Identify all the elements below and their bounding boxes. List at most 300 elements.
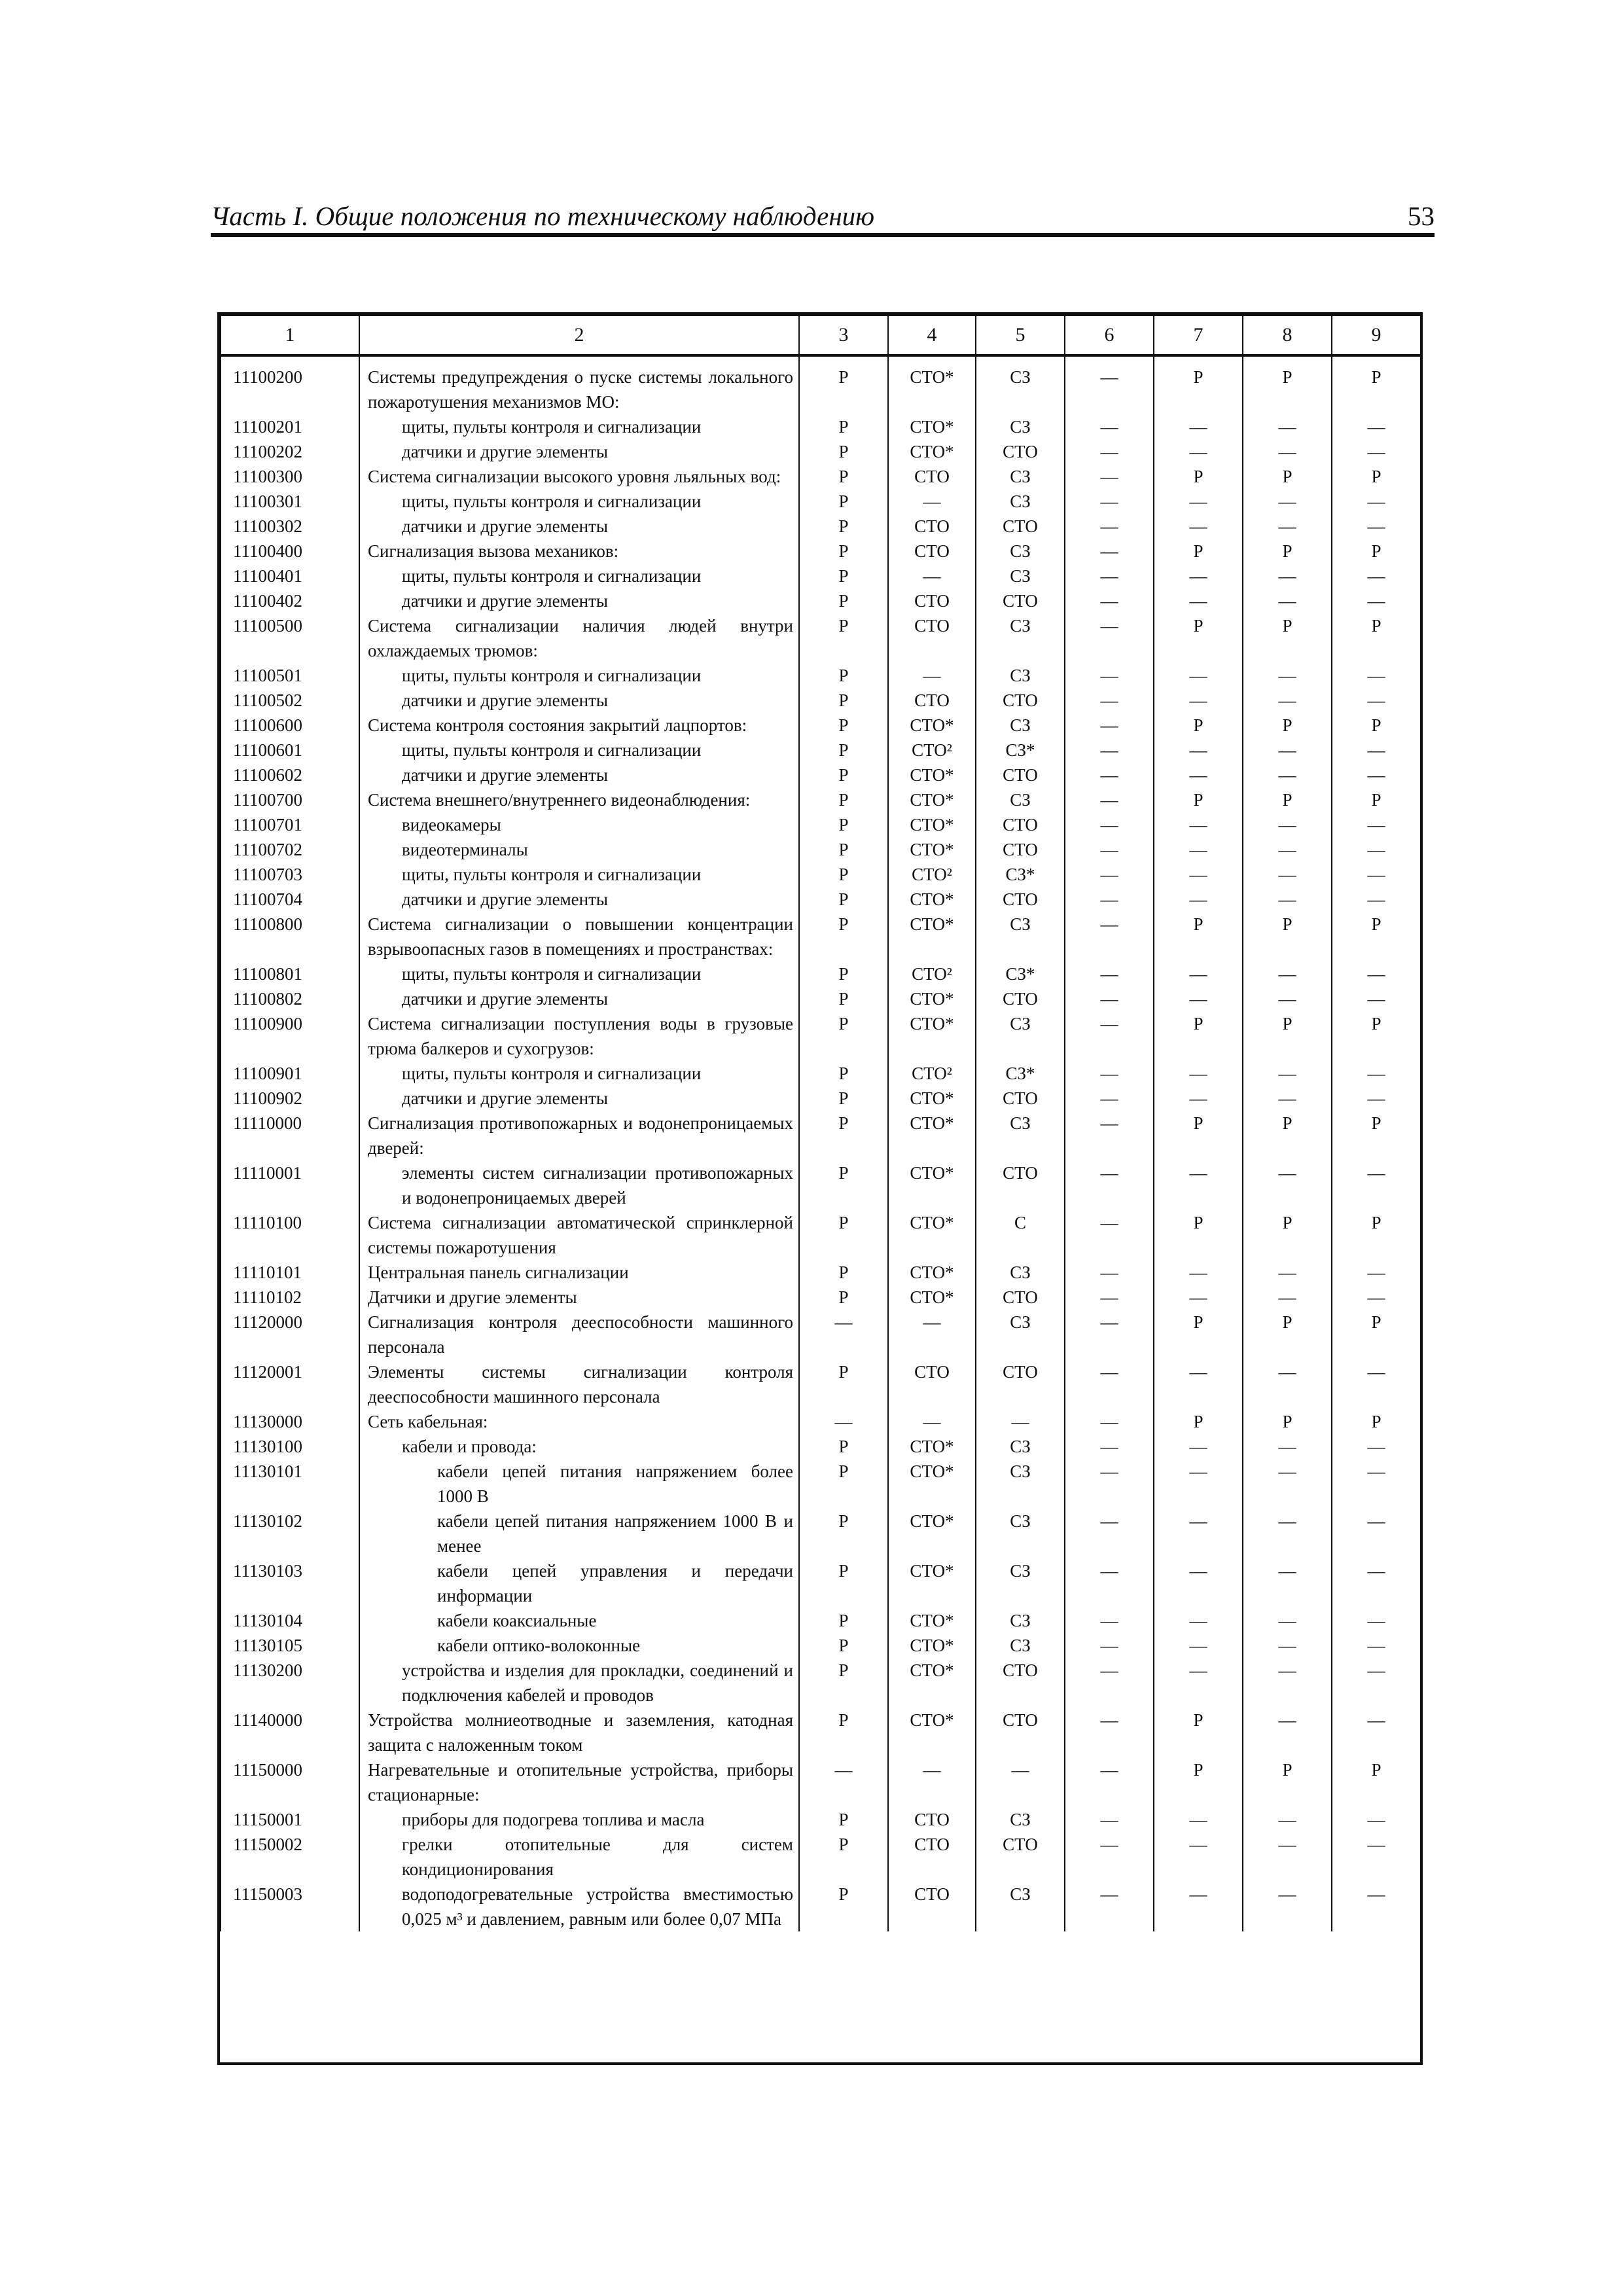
table-row bbox=[221, 464, 1421, 489]
cell-col-5: СЗ bbox=[976, 464, 1065, 489]
row-description: кабели цепей питания напряжением более 1000 В bbox=[359, 1459, 799, 1509]
cell-col-5: СЗ bbox=[976, 1558, 1065, 1608]
row-description: кабели цепей питания напряжением 1000 В и менее bbox=[359, 1509, 799, 1558]
cell-col-5: СТО bbox=[976, 439, 1065, 464]
cell-col-9: — bbox=[1332, 688, 1421, 713]
cell-col-9: Р bbox=[1332, 1409, 1421, 1434]
cell-col-4: СТО² bbox=[888, 738, 976, 762]
cell-col-5: СТО bbox=[976, 1359, 1065, 1409]
cell-col-4: СТО* bbox=[888, 837, 976, 862]
table-row bbox=[221, 1111, 1421, 1160]
cell-col-7: — bbox=[1154, 1832, 1243, 1882]
cell-col-9: Р bbox=[1332, 1757, 1421, 1807]
cell-col-4: СТО bbox=[888, 514, 976, 539]
cell-col-8: — bbox=[1243, 564, 1332, 588]
cell-col-7: — bbox=[1154, 489, 1243, 514]
cell-col-5: СЗ bbox=[976, 1882, 1065, 1931]
table-row bbox=[221, 1011, 1421, 1061]
cell-col-8: — bbox=[1243, 1260, 1332, 1285]
table-row bbox=[221, 912, 1421, 961]
cell-col-7: Р bbox=[1154, 912, 1243, 961]
cell-col-9: — bbox=[1332, 961, 1421, 986]
cell-col-9: — bbox=[1332, 489, 1421, 514]
cell-col-9: Р bbox=[1332, 1011, 1421, 1061]
cell-col-4: СТО* bbox=[888, 912, 976, 961]
table-row bbox=[221, 1359, 1421, 1409]
cell-col-7: — bbox=[1154, 1061, 1243, 1086]
cell-col-7: Р bbox=[1154, 1409, 1243, 1434]
cell-col-3: Р bbox=[799, 464, 888, 489]
row-code: 11130105 bbox=[221, 1633, 359, 1658]
row-code: 11100800 bbox=[221, 912, 359, 961]
cell-col-8: — bbox=[1243, 812, 1332, 837]
cell-col-4: СТО* bbox=[888, 986, 976, 1011]
row-description: Система сигнализации автоматической спринклерной системы пожаротушения bbox=[359, 1210, 799, 1260]
cell-col-9: Р bbox=[1332, 787, 1421, 812]
cell-col-6: — bbox=[1065, 1558, 1154, 1608]
cell-col-9: — bbox=[1332, 663, 1421, 688]
cell-col-3: Р bbox=[799, 613, 888, 663]
row-code: 11100702 bbox=[221, 837, 359, 862]
table-row bbox=[221, 1434, 1421, 1459]
table-row bbox=[221, 713, 1421, 738]
cell-col-6: — bbox=[1065, 663, 1154, 688]
table-row bbox=[221, 1708, 1421, 1757]
cell-col-5: СЗ bbox=[976, 1509, 1065, 1558]
cell-col-5: СТО bbox=[976, 812, 1065, 837]
cell-col-8: — bbox=[1243, 1459, 1332, 1509]
cell-col-9: Р bbox=[1332, 1210, 1421, 1260]
cell-col-8: Р bbox=[1243, 1409, 1332, 1434]
cell-col-9: — bbox=[1332, 1160, 1421, 1210]
cell-col-3: — bbox=[799, 1757, 888, 1807]
cell-col-9: — bbox=[1332, 564, 1421, 588]
row-code: 11100602 bbox=[221, 762, 359, 787]
cell-col-8: — bbox=[1243, 1285, 1332, 1310]
cell-col-3: Р bbox=[799, 738, 888, 762]
row-description: видеотерминалы bbox=[359, 837, 799, 862]
row-description: Сеть кабельная: bbox=[359, 1409, 799, 1434]
table-body bbox=[221, 355, 1421, 1931]
cell-col-4: СТО* bbox=[888, 1285, 976, 1310]
cell-col-4: СТО* bbox=[888, 1210, 976, 1260]
row-description: Сигнализация вызова механиков: bbox=[359, 539, 799, 564]
table-row bbox=[221, 1882, 1421, 1931]
cell-col-3: Р bbox=[799, 489, 888, 514]
row-code: 11120000 bbox=[221, 1310, 359, 1359]
cell-col-7: — bbox=[1154, 688, 1243, 713]
cell-col-4: СТО* bbox=[888, 1658, 976, 1708]
cell-col-3: Р bbox=[799, 912, 888, 961]
cell-col-5: СТО bbox=[976, 887, 1065, 912]
row-description: датчики и другие элементы bbox=[359, 1086, 799, 1111]
cell-col-6: — bbox=[1065, 837, 1154, 862]
cell-col-6: — bbox=[1065, 489, 1154, 514]
cell-col-8: Р bbox=[1243, 787, 1332, 812]
cell-col-4: СТО bbox=[888, 464, 976, 489]
cell-col-6: — bbox=[1065, 1509, 1154, 1558]
row-code: 11100402 bbox=[221, 588, 359, 613]
cell-col-6: — bbox=[1065, 588, 1154, 613]
row-code: 11120001 bbox=[221, 1359, 359, 1409]
cell-col-5: СТО bbox=[976, 1832, 1065, 1882]
cell-col-9: — bbox=[1332, 986, 1421, 1011]
cell-col-9: — bbox=[1332, 762, 1421, 787]
cell-col-6: — bbox=[1065, 812, 1154, 837]
row-code: 11100200 bbox=[221, 355, 359, 414]
cell-col-9: Р bbox=[1332, 613, 1421, 663]
cell-col-4: СТО bbox=[888, 1359, 976, 1409]
table-row bbox=[221, 1757, 1421, 1807]
row-description: кабели цепей управления и передачи информации bbox=[359, 1558, 799, 1608]
cell-col-4: СТО* bbox=[888, 1260, 976, 1285]
cell-col-9: — bbox=[1332, 1260, 1421, 1285]
cell-col-3: Р bbox=[799, 1882, 888, 1931]
table-row bbox=[221, 613, 1421, 663]
row-code: 11100601 bbox=[221, 738, 359, 762]
cell-col-5: СТО bbox=[976, 837, 1065, 862]
cell-col-9: — bbox=[1332, 414, 1421, 439]
cell-col-5: СЗ bbox=[976, 1111, 1065, 1160]
row-code: 11110001 bbox=[221, 1160, 359, 1210]
row-code: 11100902 bbox=[221, 1086, 359, 1111]
cell-col-3: Р bbox=[799, 1807, 888, 1832]
cell-col-7: Р bbox=[1154, 613, 1243, 663]
cell-col-6: — bbox=[1065, 738, 1154, 762]
cell-col-4: СТО² bbox=[888, 862, 976, 887]
cell-col-3: Р bbox=[799, 439, 888, 464]
row-code: 11110100 bbox=[221, 1210, 359, 1260]
table-header-row bbox=[221, 315, 1421, 355]
row-description: Сигнализация контроля дееспособности машинного персонала bbox=[359, 1310, 799, 1359]
cell-col-6: — bbox=[1065, 1434, 1154, 1459]
row-description: щиты, пульты контроля и сигнализации bbox=[359, 663, 799, 688]
cell-col-6: — bbox=[1065, 539, 1154, 564]
cell-col-5: СТО bbox=[976, 1086, 1065, 1111]
cell-col-5: СТО bbox=[976, 688, 1065, 713]
cell-col-7: — bbox=[1154, 1882, 1243, 1931]
cell-col-6: — bbox=[1065, 1260, 1154, 1285]
cell-col-6: — bbox=[1065, 1310, 1154, 1359]
cell-col-8: — bbox=[1243, 1086, 1332, 1111]
equipment-table bbox=[220, 315, 1421, 1931]
table-row bbox=[221, 1633, 1421, 1658]
cell-col-6: — bbox=[1065, 1285, 1154, 1310]
cell-col-4: СТО bbox=[888, 613, 976, 663]
row-code: 11100301 bbox=[221, 489, 359, 514]
cell-col-3: Р bbox=[799, 1285, 888, 1310]
row-code: 11100300 bbox=[221, 464, 359, 489]
cell-col-3: Р bbox=[799, 1086, 888, 1111]
cell-col-3: Р bbox=[799, 1260, 888, 1285]
cell-col-8: Р bbox=[1243, 1210, 1332, 1260]
cell-col-4: СТО* bbox=[888, 1459, 976, 1509]
row-code: 11100400 bbox=[221, 539, 359, 564]
cell-col-8: — bbox=[1243, 489, 1332, 514]
row-code: 11100302 bbox=[221, 514, 359, 539]
cell-col-7: — bbox=[1154, 514, 1243, 539]
cell-col-5: СЗ bbox=[976, 787, 1065, 812]
cell-col-8: — bbox=[1243, 1558, 1332, 1608]
cell-col-6: — bbox=[1065, 887, 1154, 912]
cell-col-3: Р bbox=[799, 1160, 888, 1210]
cell-col-8: — bbox=[1243, 738, 1332, 762]
cell-col-4: СТО* bbox=[888, 439, 976, 464]
cell-col-4: — bbox=[888, 1757, 976, 1807]
cell-col-3: Р bbox=[799, 1608, 888, 1633]
cell-col-5: СЗ* bbox=[976, 1061, 1065, 1086]
cell-col-5: СЗ bbox=[976, 912, 1065, 961]
row-description: датчики и другие элементы bbox=[359, 887, 799, 912]
row-description: щиты, пульты контроля и сигнализации bbox=[359, 1061, 799, 1086]
row-code: 11130000 bbox=[221, 1409, 359, 1434]
equipment-table-frame bbox=[217, 312, 1423, 2065]
cell-col-5: СЗ* bbox=[976, 862, 1065, 887]
cell-col-9: Р bbox=[1332, 1111, 1421, 1160]
row-code: 11150002 bbox=[221, 1832, 359, 1882]
row-code: 11110000 bbox=[221, 1111, 359, 1160]
row-description: щиты, пульты контроля и сигнализации bbox=[359, 414, 799, 439]
cell-col-5: СЗ bbox=[976, 1633, 1065, 1658]
row-code: 11100801 bbox=[221, 961, 359, 986]
cell-col-6: — bbox=[1065, 762, 1154, 787]
row-description: датчики и другие элементы bbox=[359, 439, 799, 464]
column-header: 1 bbox=[221, 315, 359, 355]
cell-col-6: — bbox=[1065, 514, 1154, 539]
cell-col-6: — bbox=[1065, 912, 1154, 961]
cell-col-3: Р bbox=[799, 688, 888, 713]
row-description: датчики и другие элементы bbox=[359, 986, 799, 1011]
cell-col-9: — bbox=[1332, 1658, 1421, 1708]
cell-col-5: СЗ bbox=[976, 414, 1065, 439]
cell-col-8: — bbox=[1243, 514, 1332, 539]
cell-col-5: С bbox=[976, 1210, 1065, 1260]
row-description: грелки отопительные для систем кондиционирования bbox=[359, 1832, 799, 1882]
cell-col-8: — bbox=[1243, 1061, 1332, 1086]
cell-col-8: — bbox=[1243, 688, 1332, 713]
cell-col-4: СТО* bbox=[888, 1111, 976, 1160]
cell-col-4: — bbox=[888, 1409, 976, 1434]
cell-col-7: Р bbox=[1154, 787, 1243, 812]
cell-col-3: Р bbox=[799, 539, 888, 564]
cell-col-9: — bbox=[1332, 514, 1421, 539]
row-description: щиты, пульты контроля и сигнализации bbox=[359, 961, 799, 986]
row-code: 11110102 bbox=[221, 1285, 359, 1310]
cell-col-4: СТО* bbox=[888, 787, 976, 812]
cell-col-9: — bbox=[1332, 862, 1421, 887]
cell-col-7: — bbox=[1154, 439, 1243, 464]
cell-col-3: Р bbox=[799, 1459, 888, 1509]
table-row bbox=[221, 762, 1421, 787]
cell-col-9: — bbox=[1332, 812, 1421, 837]
cell-col-4: — bbox=[888, 489, 976, 514]
cell-col-5: СЗ bbox=[976, 1459, 1065, 1509]
table-row bbox=[221, 1658, 1421, 1708]
cell-col-9: — bbox=[1332, 1285, 1421, 1310]
table-row bbox=[221, 489, 1421, 514]
cell-col-3: Р bbox=[799, 514, 888, 539]
cell-col-5: — bbox=[976, 1409, 1065, 1434]
cell-col-9: — bbox=[1332, 887, 1421, 912]
cell-col-3: — bbox=[799, 1409, 888, 1434]
table-row bbox=[221, 837, 1421, 862]
cell-col-4: СТО* bbox=[888, 1434, 976, 1459]
cell-col-6: — bbox=[1065, 1882, 1154, 1931]
cell-col-8: Р bbox=[1243, 1310, 1332, 1359]
cell-col-7: — bbox=[1154, 1459, 1243, 1509]
cell-col-6: — bbox=[1065, 613, 1154, 663]
cell-col-7: — bbox=[1154, 663, 1243, 688]
cell-col-9: — bbox=[1332, 837, 1421, 862]
cell-col-6: — bbox=[1065, 1807, 1154, 1832]
column-header: 9 bbox=[1332, 315, 1421, 355]
cell-col-7: — bbox=[1154, 1160, 1243, 1210]
cell-col-8: — bbox=[1243, 588, 1332, 613]
cell-col-3: — bbox=[799, 1310, 888, 1359]
cell-col-6: — bbox=[1065, 439, 1154, 464]
cell-col-4: СТО* bbox=[888, 887, 976, 912]
cell-col-7: — bbox=[1154, 961, 1243, 986]
cell-col-3: Р bbox=[799, 1633, 888, 1658]
cell-col-7: Р bbox=[1154, 539, 1243, 564]
cell-col-9: — bbox=[1332, 1633, 1421, 1658]
cell-col-9: — bbox=[1332, 1708, 1421, 1757]
row-code: 11100501 bbox=[221, 663, 359, 688]
row-description: Устройства молниеотводные и заземления, катодная защита с наложенным током bbox=[359, 1708, 799, 1757]
row-code: 11150000 bbox=[221, 1757, 359, 1807]
cell-col-8: — bbox=[1243, 887, 1332, 912]
cell-col-7: Р bbox=[1154, 713, 1243, 738]
table-row bbox=[221, 355, 1421, 414]
cell-col-8: — bbox=[1243, 1807, 1332, 1832]
table-row bbox=[221, 539, 1421, 564]
cell-col-5: СЗ bbox=[976, 1434, 1065, 1459]
cell-col-7: Р bbox=[1154, 1011, 1243, 1061]
row-description: видеокамеры bbox=[359, 812, 799, 837]
cell-col-8: Р bbox=[1243, 355, 1332, 414]
cell-col-8: — bbox=[1243, 1708, 1332, 1757]
table-row bbox=[221, 1459, 1421, 1509]
cell-col-7: — bbox=[1154, 1558, 1243, 1608]
row-code: 11100500 bbox=[221, 613, 359, 663]
row-description: щиты, пульты контроля и сигнализации bbox=[359, 564, 799, 588]
table-row bbox=[221, 514, 1421, 539]
cell-col-6: — bbox=[1065, 862, 1154, 887]
cell-col-8: — bbox=[1243, 1658, 1332, 1708]
cell-col-9: — bbox=[1332, 1359, 1421, 1409]
row-code: 11110101 bbox=[221, 1260, 359, 1285]
cell-col-3: Р bbox=[799, 862, 888, 887]
cell-col-3: Р bbox=[799, 1111, 888, 1160]
cell-col-8: Р bbox=[1243, 613, 1332, 663]
table-row bbox=[221, 663, 1421, 688]
cell-col-9: — bbox=[1332, 1434, 1421, 1459]
row-code: 11100401 bbox=[221, 564, 359, 588]
row-description: Датчики и другие элементы bbox=[359, 1285, 799, 1310]
cell-col-3: Р bbox=[799, 1832, 888, 1882]
cell-col-4: — bbox=[888, 1310, 976, 1359]
row-description: Система внешнего/внутреннего видеонаблюдения: bbox=[359, 787, 799, 812]
table-row bbox=[221, 414, 1421, 439]
cell-col-6: — bbox=[1065, 1633, 1154, 1658]
cell-col-6: — bbox=[1065, 961, 1154, 986]
cell-col-6: — bbox=[1065, 713, 1154, 738]
cell-col-6: — bbox=[1065, 464, 1154, 489]
cell-col-6: — bbox=[1065, 1160, 1154, 1210]
cell-col-7: — bbox=[1154, 1086, 1243, 1111]
cell-col-3: Р bbox=[799, 414, 888, 439]
column-header: 4 bbox=[888, 315, 976, 355]
cell-col-8: Р bbox=[1243, 539, 1332, 564]
cell-col-3: Р bbox=[799, 1509, 888, 1558]
cell-col-6: — bbox=[1065, 1086, 1154, 1111]
cell-col-5: СЗ bbox=[976, 1608, 1065, 1633]
cell-col-9: — bbox=[1332, 1558, 1421, 1608]
cell-col-5: СЗ bbox=[976, 539, 1065, 564]
row-code: 11100901 bbox=[221, 1061, 359, 1086]
row-description: кабели коаксиальные bbox=[359, 1608, 799, 1633]
row-description: Элементы системы сигнализации контроля дееспособности машинного персонала bbox=[359, 1359, 799, 1409]
cell-col-4: СТО* bbox=[888, 1633, 976, 1658]
cell-col-8: Р bbox=[1243, 713, 1332, 738]
table-row bbox=[221, 564, 1421, 588]
cell-col-3: Р bbox=[799, 1558, 888, 1608]
cell-col-7: — bbox=[1154, 862, 1243, 887]
row-code: 11100700 bbox=[221, 787, 359, 812]
row-description: приборы для подогрева топлива и масла bbox=[359, 1807, 799, 1832]
cell-col-3: Р bbox=[799, 1708, 888, 1757]
cell-col-3: Р bbox=[799, 961, 888, 986]
cell-col-6: — bbox=[1065, 1757, 1154, 1807]
cell-col-8: — bbox=[1243, 1633, 1332, 1658]
row-code: 11130200 bbox=[221, 1658, 359, 1708]
column-header: 7 bbox=[1154, 315, 1243, 355]
row-description: Центральная панель сигнализации bbox=[359, 1260, 799, 1285]
row-code: 11140000 bbox=[221, 1708, 359, 1757]
table-row bbox=[221, 1285, 1421, 1310]
cell-col-6: — bbox=[1065, 1061, 1154, 1086]
cell-col-5: СЗ bbox=[976, 489, 1065, 514]
row-code: 11100802 bbox=[221, 986, 359, 1011]
row-description: элементы систем сигнализации противопожарных и водонепроницаемых дверей bbox=[359, 1160, 799, 1210]
cell-col-3: Р bbox=[799, 1011, 888, 1061]
cell-col-3: Р bbox=[799, 663, 888, 688]
row-code: 11130100 bbox=[221, 1434, 359, 1459]
table-row bbox=[221, 1061, 1421, 1086]
cell-col-4: СТО* bbox=[888, 414, 976, 439]
table-row bbox=[221, 688, 1421, 713]
row-code: 11130103 bbox=[221, 1558, 359, 1608]
cell-col-8: — bbox=[1243, 986, 1332, 1011]
row-description: кабели и провода: bbox=[359, 1434, 799, 1459]
cell-col-7: — bbox=[1154, 762, 1243, 787]
cell-col-4: СТО* bbox=[888, 1086, 976, 1111]
cell-col-3: Р bbox=[799, 787, 888, 812]
cell-col-3: Р bbox=[799, 1210, 888, 1260]
cell-col-6: — bbox=[1065, 1409, 1154, 1434]
cell-col-3: Р bbox=[799, 1434, 888, 1459]
cell-col-5: СТО bbox=[976, 986, 1065, 1011]
cell-col-5: СЗ bbox=[976, 355, 1065, 414]
cell-col-7: Р bbox=[1154, 355, 1243, 414]
cell-col-5: СТО bbox=[976, 514, 1065, 539]
cell-col-4: СТО bbox=[888, 588, 976, 613]
cell-col-8: — bbox=[1243, 1434, 1332, 1459]
cell-col-7: Р bbox=[1154, 1111, 1243, 1160]
cell-col-3: Р bbox=[799, 837, 888, 862]
cell-col-9: — bbox=[1332, 1832, 1421, 1882]
cell-col-9: — bbox=[1332, 1807, 1421, 1832]
